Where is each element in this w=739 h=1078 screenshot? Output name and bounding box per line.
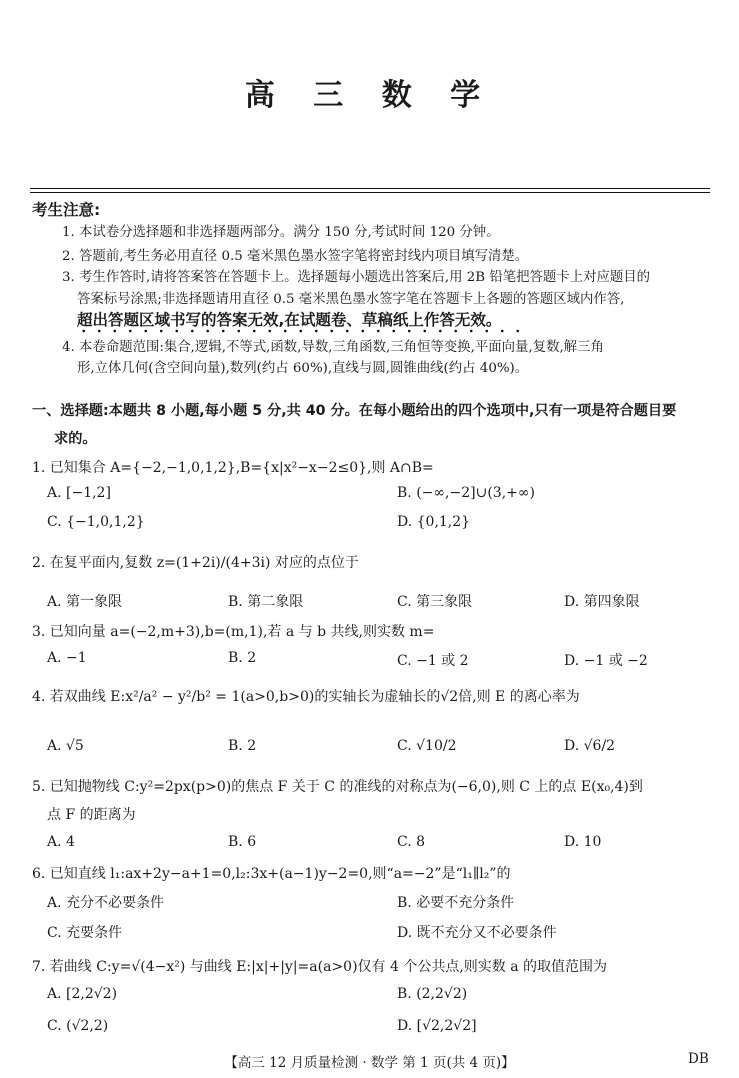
option: D. −1 或 −2 — [564, 653, 648, 669]
notice-line: 1. 本试卷分选择题和非选择题两部分。满分 150 分,考试时间 120 分钟。 — [62, 225, 500, 240]
option: B. 第二象限 — [228, 594, 304, 610]
option: D. 既不充分又不必要条件 — [397, 925, 557, 941]
option: A. −1 — [47, 650, 87, 666]
notice-line: 2. 答题前,考生务必用直径 0.5 毫米黑色墨水签字笔将密封线内项目填写清楚。 — [62, 249, 529, 264]
divider-rule-bottom — [30, 192, 710, 193]
option: D. 10 — [564, 834, 602, 850]
question-stem: 4. 若双曲线 E:x²/a² − y²/b² = 1(a>0,b>0)的实轴长为虚轴长的√2倍,则 E 的离心率为 — [32, 689, 580, 705]
option: A. √5 — [47, 738, 84, 754]
option: B. 必要不充分条件 — [397, 895, 515, 911]
notice-emphasis: 超出答题区域书写的答案无效,在试题卷、草稿纸上作答无效。 — [77, 311, 502, 329]
divider-rule-top — [30, 188, 710, 189]
option: D. [√2,2√2] — [397, 1018, 477, 1034]
option: C. 第三象限 — [397, 594, 473, 610]
option: B. 2 — [228, 738, 257, 754]
question-stem-cont: 点 F 的距离为 — [47, 807, 136, 823]
page-title: 高 三 数 学 — [244, 78, 495, 113]
option: C. 8 — [397, 834, 426, 850]
option: B. 6 — [228, 834, 257, 850]
option: C. √10/2 — [397, 738, 457, 754]
option: C. −1 或 2 — [397, 653, 469, 669]
option: A. 第一象限 — [47, 594, 123, 610]
question-stem: 6. 已知直线 l₁:ax+2y−a+1=0,l₂:3x+(a−1)y−2=0,则“a=−2”是“l₁∥l₂”的 — [32, 866, 511, 882]
option: C. 充要条件 — [47, 925, 123, 941]
option: A. [2,2√2) — [47, 986, 118, 1002]
notice-line: 3. 考生作答时,请将答案答在答题卡上。选择题每小题选出答案后,用 2B 铅笔把答题卡上对应题目的 — [62, 270, 651, 285]
notice-line: 形,立体几何(含空间向量),数列(约占 60%),直线与圆,圆锥曲线(约占 40%)。 — [77, 361, 529, 376]
option: A. 4 — [47, 834, 75, 850]
page-footer: 【高三 12 月质量检测 · 数学 第 1 页(共 4 页)】 — [224, 1055, 515, 1071]
notice-line: 答案标号涂黑;非选择题请用直径 0.5 毫米黑色墨水签字笔在答题卡上各题的答题区域内作答, — [77, 292, 625, 307]
option: A. 充分不必要条件 — [47, 895, 165, 911]
option: B. (2,2√2) — [397, 986, 468, 1002]
option: D. {0,1,2} — [397, 514, 471, 530]
question-stem: 5. 已知抛物线 C:y²=2px(p>0)的焦点 F 关于 C 的准线的对称点为(−6,0),则 C 上的点 E(x₀,4)到 — [32, 779, 643, 795]
option: C. {−1,0,1,2} — [47, 514, 145, 530]
option: D. √6/2 — [564, 738, 616, 754]
question-stem: 1. 已知集合 A={−2,−1,0,1,2},B={x|x²−x−2≤0},则 A∩B= — [32, 460, 434, 476]
section-heading-cont: 求的。 — [54, 431, 97, 447]
section-heading: 一、选择题:本题共 8 小题,每小题 5 分,共 40 分。在每小题给出的四个选项中,只有一项是符合题目要 — [32, 403, 677, 419]
option: B. 2 — [228, 650, 257, 666]
emphasis-dots — [76, 329, 526, 333]
footer-code: DB — [688, 1051, 709, 1067]
question-stem: 2. 在复平面内,复数 z=(1+2i)/(4+3i) 对应的点位于 — [32, 555, 359, 571]
option: B. (−∞,−2]∪(3,+∞) — [397, 485, 535, 501]
notice-line: 4. 本卷命题范围:集合,逻辑,不等式,函数,导数,三角函数,三角恒等变换,平面向量,复数,解三角 — [62, 340, 604, 355]
option: C. (√2,2) — [47, 1018, 109, 1034]
option: D. 第四象限 — [564, 594, 640, 610]
question-stem: 3. 已知向量 a=(−2,m+3),b=(m,1),若 a 与 b 共线,则实数 m= — [32, 624, 435, 640]
question-stem: 7. 若曲线 C:y=√(4−x²) 与曲线 E:|x|+|y|=a(a>0)仅有 4 个公共点,则实数 a 的取值范围为 — [32, 959, 608, 975]
option: A. [−1,2] — [47, 485, 111, 501]
notice-heading: 考生注意: — [32, 201, 101, 219]
